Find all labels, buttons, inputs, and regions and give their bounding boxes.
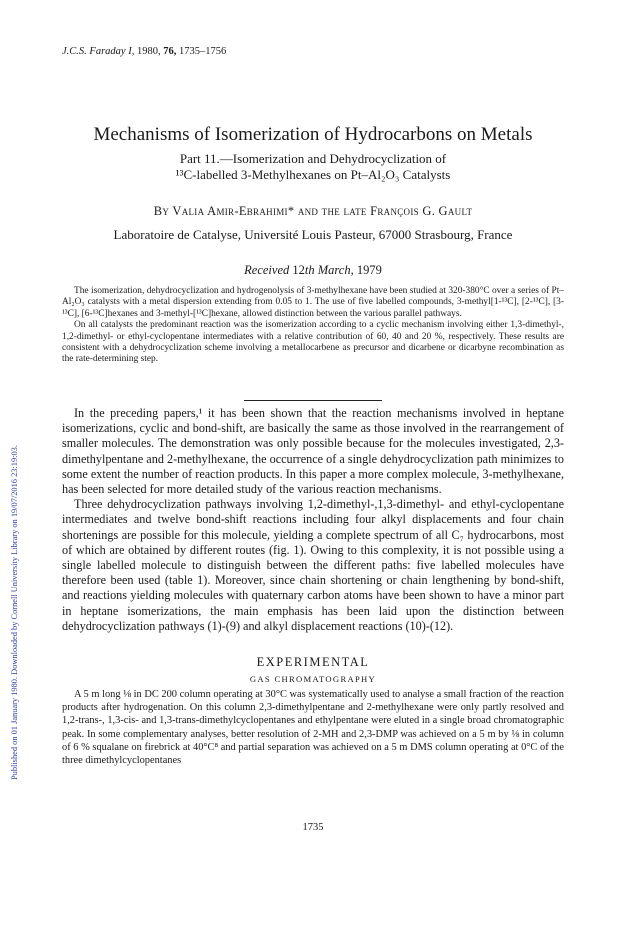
introduction bbox=[62, 406, 564, 634]
received-year: 1979 bbox=[356, 263, 382, 277]
paper-title: Mechanisms of Isomerization of Hydrocarbons on Metals bbox=[93, 124, 533, 145]
body-paragraph: A 5 m long ⅛ in DC 200 column operating at 30°C was systematically used to analyse a small fraction of the reaction products after hydrogenation. On this column 2,3-dimethylpentane and 2-methylhexane were only partly resolved and 1,2-trans-, 1,3-cis- and 1,3-trans-dimethylcyclopentanes and ethylpentane were eluted in a single broad chromatographic peak. In some complementary analyses, better resolution of 2-MH and 2,3-DMP was achieved on a 5 m by ⅛ in column of 6 % squalane on firebrick at 40°C⁸ and partial separation was achieved on a 5 m DMS column operating at 0°C of the three dimethylcyclopentanes bbox=[62, 689, 564, 767]
affiliation: Laboratoire de Catalyse, Université Louis Pasteur, 67000 Strasbourg, France bbox=[113, 227, 513, 242]
received-date bbox=[62, 263, 564, 278]
download-watermark: Published on 01 January 1980. Downloaded by Cornell University Library on 19/07/2016 23:19:03. bbox=[10, 445, 19, 780]
received-prefix: Received bbox=[244, 263, 293, 277]
received-day: 12 bbox=[292, 263, 305, 277]
page-number: 1735 bbox=[302, 822, 324, 833]
journal-pages: 1735–1756 bbox=[176, 46, 227, 57]
abstract bbox=[62, 286, 564, 366]
section-divider bbox=[244, 400, 382, 401]
body-paragraph: In the preceding papers,¹ it has been shown that the reaction mechanisms involved in heptane isomerizations, cyclic and bond-shift, are basically the same as those involved in the rearrangement of smaller molecules. The demonstration was only possible because for the molecules investigated, 2,3-dimethylpentane and 2-methylhexane, the occurrence of a single dehydrocyclization path minimizes to some extent the number of reaction products. In this paper a more complex molecule, 3-methylhexane, has been selected for more detailed study of the various reaction mechanisms. bbox=[62, 406, 564, 497]
subtitle-line-2: ¹³C-labelled 3-Methylhexanes on Pt–Al₂O₃ Catalysts bbox=[175, 167, 451, 182]
journal-volume: 76, bbox=[163, 46, 177, 57]
section-heading: EXPERIMENTAL bbox=[256, 655, 370, 669]
experimental-text bbox=[62, 688, 564, 767]
author-line: By Valia Amir-Ebrahimi* and the late François G. Gault bbox=[153, 204, 473, 218]
journal-name: J.C.S. Faraday I, bbox=[62, 46, 135, 57]
subsection-heading: GAS CHROMATOGRAPHY bbox=[249, 674, 377, 684]
subtitle-line-1: Part 11.—Isomerization and Dehydrocyclization of bbox=[179, 151, 447, 166]
journal-year: 1980, bbox=[134, 46, 164, 57]
abstract-paragraph: On all catalysts the predominant reaction was the isomerization according to a cyclic mechanism involving either 1,3-dimethyl-, 1,2-dimethyl- or ethyl-cyclopentane intermediates with a relative contribution of 60, 40 and 20 %, respectively. These results are consistent with a dehydrocyclization scheme involving a metallocarbene as precursor and dicarbene or dicarbyne recombination as the rate-determining step. bbox=[62, 320, 564, 365]
journal-citation bbox=[62, 46, 226, 57]
paper-subtitle bbox=[62, 151, 564, 183]
abstract-paragraph: The isomerization, dehydrocyclization and hydrogenolysis of 3-methylhexane have been studied at 320-380°C over a series of Pt–Al₂O₃ catalysts with a metal dispersion extending from 0.05 to 1. The use of five labelled compounds, 3-methyl[1-¹³C], [2-¹³C], [3-¹³C], [6-¹³C]hexanes and 3-methyl-[¹³C]hexane, allowed distinction between the various parallel pathways. bbox=[62, 286, 564, 319]
received-month: th March, bbox=[304, 263, 357, 277]
body-paragraph: Three dehydrocyclization pathways involving 1,2-dimethyl-,1,3-dimethyl- and ethyl-cyclopentane intermediates and twelve bond-shift reactions including four alkyl displacements and four chain shortenings are possible for this molecule, yielding a complete spectrum of all C₇ hydrocarbons, most of which are obtained by different routes (fig. 1). Owing to this complexity, it is not possible using a single labelled molecule to distinguish between the different paths: five labelled molecules have therefore been used (table 1). Moreover, since chain shortening or chain lengthening by bond-shift, and reactions yielding molecules with quaternary carbon atoms have been shown to have a minor part in heptane isomerizations, the main emphasis has been laid upon the distinction between dehydrocyclization pathways (1)-(9) and alkyl displacement reactions (10)-(12). bbox=[62, 497, 564, 633]
